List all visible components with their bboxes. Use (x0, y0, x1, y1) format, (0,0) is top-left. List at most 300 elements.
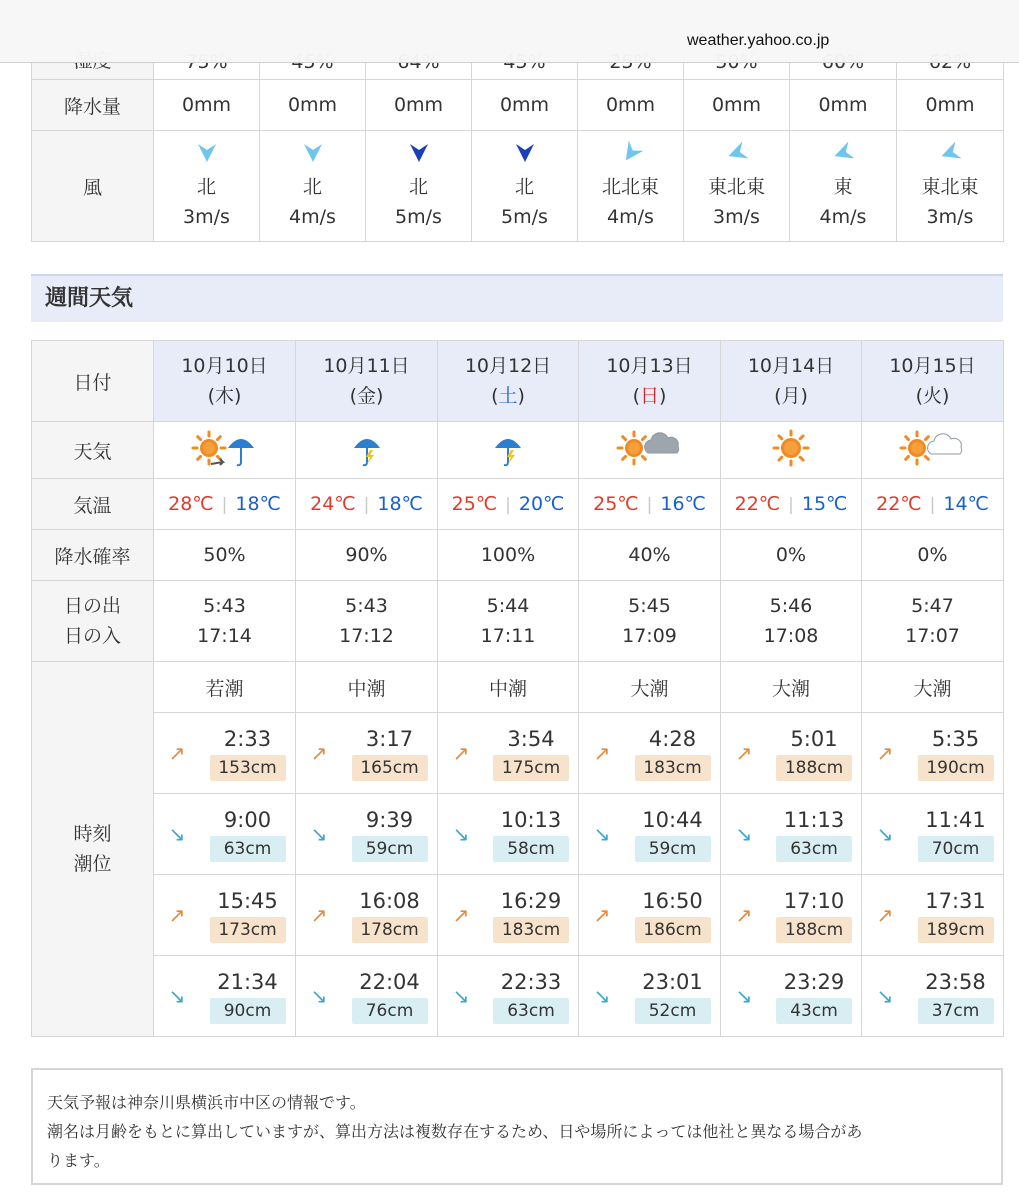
high-temp: 25℃ (451, 493, 498, 515)
precipitation-cell: 0mm (260, 80, 366, 131)
tide-body (342, 725, 437, 781)
tide-time: 11:41 (925, 808, 986, 832)
tide-cell (862, 956, 1004, 1037)
tide-level-badge: 186cm (635, 917, 711, 943)
tide-time: 22:04 (359, 970, 420, 994)
high-temp: 22℃ (876, 493, 922, 515)
tide-row (32, 794, 1004, 875)
wind-direction: 北 (196, 176, 216, 198)
tide-level-badge: 76cm (352, 998, 428, 1024)
row-label: 日付 (32, 341, 154, 422)
sunset-label: 日の入 (63, 625, 121, 647)
tide-cell-inner (438, 725, 578, 781)
tide-body (342, 887, 437, 943)
weekday-name: 火 (922, 385, 942, 407)
sun-times-cell (579, 581, 721, 662)
sunset-time: 17:14 (197, 625, 252, 647)
tide-level-badge: 173cm (210, 917, 286, 943)
row-label: 気温 (32, 479, 154, 530)
sunset-time: 17:12 (339, 625, 394, 647)
paren: ( (491, 385, 499, 407)
precip-probability-cell: 100% (438, 530, 579, 581)
tide-time-label: 時刻 (73, 823, 112, 845)
tide-level-badge: 90cm (210, 998, 286, 1024)
wind-direction: 北北東 (601, 176, 659, 198)
tide-falling-icon: ↘ (876, 984, 894, 1008)
date-text: 10月10日 (181, 355, 268, 377)
tide-cell (438, 875, 579, 956)
date-text: 10月12日 (464, 355, 552, 377)
temp-separator: | (788, 495, 794, 515)
wind-arrow-wrap (790, 140, 896, 166)
tide-cell-inner (721, 806, 861, 862)
date-text: 10月11日 (323, 355, 410, 377)
tide-level-badge: 183cm (635, 755, 711, 781)
tide-cell (721, 875, 862, 956)
note-line: 天気予報は神奈川県横浜市中区の情報です。 (47, 1093, 366, 1112)
weekday-name: 金 (356, 385, 376, 407)
tide-time: 15:45 (217, 889, 278, 913)
row-label: 降水確率 (32, 530, 154, 581)
temp-separator: | (505, 495, 511, 515)
thunder-rain-icon (331, 426, 403, 470)
low-temp: 18℃ (235, 493, 281, 515)
tide-cell-inner (154, 887, 295, 943)
sunrise-time: 5:44 (486, 595, 530, 617)
row-label (32, 662, 154, 1037)
tide-cell-inner (296, 806, 437, 862)
tide-rising-icon: ↗ (452, 741, 470, 765)
tide-body (908, 806, 1003, 862)
wind-direction: 北 (408, 176, 428, 198)
wind-direction: 東北東 (707, 176, 765, 198)
tide-cell-inner (438, 887, 578, 943)
sunrise-time: 5:43 (345, 595, 388, 617)
paren: ( (349, 385, 357, 407)
temperature-cell (154, 479, 296, 530)
date-cell (296, 341, 438, 422)
tide-cell-inner (154, 725, 295, 781)
precipitation-cell: 0mm (684, 80, 790, 131)
tide-time: 21:34 (217, 970, 278, 994)
weekly-forecast-table (31, 340, 1004, 1037)
wind-direction: 北 (514, 176, 534, 198)
tide-time: 3:17 (365, 727, 414, 751)
tide-cell-inner (862, 887, 1003, 943)
tide-cell-inner (296, 887, 437, 943)
tide-cell-inner (296, 968, 437, 1024)
temp-separator: | (646, 495, 653, 515)
tide-falling-icon: ↘ (593, 822, 611, 846)
tide-falling-icon: ↘ (735, 822, 753, 846)
tide-cell (862, 794, 1004, 875)
wind-arrow-wrap (684, 140, 789, 166)
wind-arrow-left-icon (937, 140, 963, 166)
date-cell (579, 341, 721, 422)
tide-time: 9:39 (365, 808, 414, 832)
sun-icon (755, 426, 827, 470)
tide-cell-inner (579, 725, 720, 781)
tide-level-badge: 70cm (918, 836, 994, 862)
sunrise-sunset-row (32, 581, 1004, 662)
low-temp: 16℃ (660, 493, 706, 515)
weather-row (32, 422, 1004, 479)
wind-arrow-down-left-icon (618, 140, 644, 166)
wind-direction: 東北東 (921, 176, 979, 198)
wind-arrow-wrap (472, 140, 577, 166)
tide-cell (862, 713, 1004, 794)
tide-time: 23:58 (925, 970, 986, 994)
sunset-time: 17:09 (622, 625, 677, 647)
tide-body (200, 887, 295, 943)
wind-arrow-down-icon (194, 140, 220, 166)
tide-falling-icon: ↘ (876, 822, 894, 846)
tide-cell (438, 956, 579, 1037)
tide-rising-icon: ↗ (876, 903, 894, 927)
tide-cell-inner (721, 968, 861, 1024)
tide-level-badge: 183cm (493, 917, 569, 943)
wind-arrow-wrap (366, 140, 471, 166)
tide-level-badge: 178cm (352, 917, 428, 943)
sun-and-light-cloud-icon (897, 426, 969, 470)
wind-speed: 3m/s (713, 206, 760, 228)
tide-time: 11:13 (783, 808, 845, 832)
tide-row (32, 875, 1004, 956)
tide-falling-icon: ↘ (310, 822, 328, 846)
tide-cell (721, 794, 862, 875)
weather-icon-cell (154, 422, 296, 479)
tide-body (625, 806, 720, 862)
tide-cell (438, 794, 579, 875)
day-of-week (721, 381, 861, 411)
paren: ) (376, 385, 384, 407)
wind-cell (260, 131, 366, 242)
precipitation-cell: 0mm (897, 80, 1004, 131)
wind-speed: 3m/s (183, 206, 230, 228)
date-text: 10月15日 (889, 355, 976, 377)
precipitation-row (32, 80, 1004, 131)
temperature-cell (721, 479, 862, 530)
tide-cell-inner (579, 887, 720, 943)
weather-icon-cell (438, 422, 579, 479)
precipitation-cell: 0mm (154, 80, 260, 131)
wind-speed: 5m/s (501, 206, 548, 228)
tide-falling-icon: ↘ (168, 822, 186, 846)
day-of-week (154, 381, 295, 411)
tide-falling-icon: ↘ (310, 984, 328, 1008)
tide-body (767, 968, 861, 1024)
tide-body (625, 887, 720, 943)
tide-name-cell: 大潮 (862, 662, 1004, 713)
paren: ( (915, 385, 923, 407)
tide-time: 16:50 (642, 889, 703, 913)
weather-icon-cell (296, 422, 438, 479)
day-of-week (579, 381, 720, 411)
precip-probability-cell: 40% (579, 530, 721, 581)
sun-times-cell (438, 581, 579, 662)
sun-and-cloud-icon (614, 426, 686, 470)
tide-time: 23:01 (642, 970, 703, 994)
paren: ( (207, 385, 215, 407)
tide-time: 5:01 (790, 727, 838, 751)
wind-direction: 東 (833, 176, 853, 198)
tide-body (484, 968, 578, 1024)
tide-body (908, 968, 1003, 1024)
tide-rising-icon: ↗ (452, 903, 470, 927)
tide-cell-inner (579, 806, 720, 862)
tide-rising-icon: ↗ (310, 741, 328, 765)
tide-cell (579, 956, 721, 1037)
sunset-time: 17:07 (905, 625, 960, 647)
sunset-time: 17:11 (480, 625, 536, 647)
low-temp: 14℃ (943, 493, 989, 515)
tide-cell (579, 794, 721, 875)
wind-arrow-wrap (154, 140, 259, 166)
sun-times-cell (721, 581, 862, 662)
tide-rising-icon: ↗ (168, 903, 186, 927)
tide-falling-icon: ↘ (593, 984, 611, 1008)
wind-cell (897, 131, 1004, 242)
date-cell (862, 341, 1004, 422)
temp-separator: | (929, 495, 936, 515)
tide-body (484, 887, 578, 943)
sun-then-rain-icon (189, 426, 261, 470)
sunrise-time: 5:43 (203, 595, 246, 617)
wind-direction: 北 (302, 176, 322, 198)
precipitation-cell: 0mm (790, 80, 897, 131)
tide-body (767, 806, 861, 862)
sunrise-time: 5:46 (769, 595, 813, 617)
day-of-week (296, 381, 437, 411)
tide-rising-icon: ↗ (876, 741, 894, 765)
tide-cell (438, 713, 579, 794)
tide-level-badge: 188cm (776, 755, 852, 781)
tide-cell-inner (154, 968, 295, 1024)
wind-speed: 4m/s (289, 206, 336, 228)
tide-cell (296, 713, 438, 794)
weekday-name: 日 (639, 385, 659, 407)
day-of-week (862, 381, 1003, 411)
date-row (32, 341, 1004, 422)
sun-times-cell (296, 581, 438, 662)
tide-level-label: 潮位 (73, 853, 112, 875)
tide-body (767, 887, 861, 943)
browser-url-bar[interactable] (0, 0, 1019, 63)
sunset-time: 17:08 (763, 625, 819, 647)
wind-cell (472, 131, 578, 242)
tide-level-badge: 59cm (352, 836, 428, 862)
tide-rising-icon: ↗ (593, 741, 611, 765)
tide-body (767, 725, 861, 781)
tide-body (342, 968, 437, 1024)
wind-arrow-wrap (897, 140, 1003, 166)
tide-level-badge: 165cm (352, 755, 428, 781)
tide-row (32, 956, 1004, 1037)
temperature-cell (862, 479, 1004, 530)
tide-level-badge: 189cm (918, 917, 994, 943)
tide-cell-inner (438, 806, 578, 862)
wind-cell (154, 131, 260, 242)
temperature-cell (296, 479, 438, 530)
tide-time: 2:33 (223, 727, 272, 751)
tide-time: 10:44 (642, 808, 703, 832)
sunrise-time: 5:45 (628, 595, 671, 617)
tide-level-badge: 52cm (635, 998, 711, 1024)
wind-speed: 4m/s (607, 206, 654, 228)
tide-level-badge: 190cm (918, 755, 994, 781)
tide-name-cell: 若潮 (154, 662, 296, 713)
paren: ) (659, 385, 667, 407)
weekday-name: 土 (498, 385, 518, 407)
tide-body (625, 725, 720, 781)
tide-cell-inner (296, 725, 437, 781)
tide-body (484, 725, 578, 781)
tide-row (32, 713, 1004, 794)
temperature-row (32, 479, 1004, 530)
sunrise-time: 5:47 (911, 595, 954, 617)
tide-time: 22:33 (500, 970, 562, 994)
tide-cell-inner (721, 725, 861, 781)
paren: ) (517, 385, 525, 407)
tide-cell (296, 794, 438, 875)
tide-name-cell: 中潮 (296, 662, 438, 713)
tide-rising-icon: ↗ (593, 903, 611, 927)
wind-arrow-wrap (260, 140, 365, 166)
precipitation-cell: 0mm (472, 80, 578, 131)
tide-cell (721, 956, 862, 1037)
note-line: ります。 (47, 1151, 110, 1170)
tide-level-badge: 63cm (776, 836, 852, 862)
tide-cell-inner (862, 806, 1003, 862)
tide-time: 16:29 (500, 889, 562, 913)
tide-cell-inner (579, 968, 720, 1024)
temp-separator: | (363, 495, 370, 515)
tide-time: 3:54 (507, 727, 555, 751)
thunder-rain-icon (472, 426, 544, 470)
tide-body (625, 968, 720, 1024)
weekday-name: 木 (214, 385, 234, 407)
tide-cell-inner (862, 968, 1003, 1024)
wind-cell (578, 131, 684, 242)
tide-level-badge: 153cm (210, 755, 286, 781)
tide-time: 23:29 (783, 970, 845, 994)
url-text[interactable]: weather.yahoo.co.jp (687, 32, 830, 49)
date-cell (438, 341, 579, 422)
sunrise-label: 日の出 (63, 595, 121, 617)
tide-cell (154, 875, 296, 956)
row-label: 風 (32, 131, 154, 242)
wind-arrow-down-icon (300, 140, 326, 166)
wind-speed: 3m/s (926, 206, 974, 228)
tide-level-badge: 43cm (776, 998, 852, 1024)
tide-body (908, 887, 1003, 943)
note-line: 潮名は月齢をもとに算出していますが、算出方法は複数存在するため、日や場所によっては他社と異なる場合があ (47, 1122, 863, 1141)
tide-body (200, 806, 295, 862)
tide-level-badge: 63cm (210, 836, 286, 862)
tide-time: 4:28 (648, 727, 697, 751)
section-heading-weekly: 週間天気 (31, 274, 1003, 322)
tide-name-cell: 大潮 (579, 662, 721, 713)
wind-arrow-left-icon (830, 140, 856, 166)
tide-body (342, 806, 437, 862)
tide-body (200, 968, 295, 1024)
tide-falling-icon: ↘ (735, 984, 753, 1008)
precipitation-cell: 0mm (366, 80, 472, 131)
wind-cell (790, 131, 897, 242)
precip-probability-cell: 90% (296, 530, 438, 581)
wind-speed: 5m/s (395, 206, 442, 228)
high-temp: 25℃ (593, 493, 639, 515)
tide-cell (296, 875, 438, 956)
tide-falling-icon: ↘ (452, 984, 470, 1008)
temperature-cell (579, 479, 721, 530)
tide-level-badge: 58cm (493, 836, 569, 862)
day-of-week (438, 381, 578, 411)
weather-icon-cell (721, 422, 862, 479)
paren: ) (942, 385, 950, 407)
tide-falling-icon: ↘ (168, 984, 186, 1008)
tide-time: 17:31 (925, 889, 986, 913)
weekday-name: 月 (781, 385, 801, 407)
tide-cell (296, 956, 438, 1037)
row-label: 降水量 (32, 80, 154, 131)
precip-probability-cell: 0% (862, 530, 1004, 581)
tide-body (484, 806, 578, 862)
paren: ) (234, 385, 242, 407)
wind-arrow-left-icon (724, 140, 750, 166)
tide-cell-inner (438, 968, 578, 1024)
tide-cell (154, 713, 296, 794)
paren: ) (800, 385, 808, 407)
weather-icon-cell (579, 422, 721, 479)
tide-cell-inner (862, 725, 1003, 781)
wind-arrow-down-icon (512, 140, 538, 166)
tide-time: 17:10 (783, 889, 845, 913)
tide-level-badge: 59cm (635, 836, 711, 862)
date-cell (154, 341, 296, 422)
tide-rising-icon: ↗ (310, 903, 328, 927)
tide-name-cell: 中潮 (438, 662, 579, 713)
tide-cell (154, 956, 296, 1037)
paren: ( (632, 385, 640, 407)
info-note (31, 1068, 1003, 1185)
temperature-cell (438, 479, 579, 530)
tide-rising-icon: ↗ (168, 741, 186, 765)
tide-time: 16:08 (359, 889, 420, 913)
tide-cell-inner (154, 806, 295, 862)
tide-level-badge: 175cm (493, 755, 569, 781)
tide-name-row (32, 662, 1004, 713)
wind-arrow-down-icon (406, 140, 432, 166)
tide-cell (721, 713, 862, 794)
wind-row (32, 131, 1004, 242)
tide-falling-icon: ↘ (452, 822, 470, 846)
wind-speed: 4m/s (819, 206, 867, 228)
tide-cell (579, 875, 721, 956)
precip-probability-cell: 0% (721, 530, 862, 581)
tide-body (908, 725, 1003, 781)
wind-cell (366, 131, 472, 242)
tide-body (200, 725, 295, 781)
tide-rising-icon: ↗ (735, 903, 753, 927)
sun-times-cell (862, 581, 1004, 662)
tide-cell (862, 875, 1004, 956)
tide-time: 9:00 (223, 808, 272, 832)
tide-name-cell: 大潮 (721, 662, 862, 713)
sun-times-cell (154, 581, 296, 662)
tide-time: 10:13 (500, 808, 562, 832)
tide-time: 5:35 (931, 727, 980, 751)
